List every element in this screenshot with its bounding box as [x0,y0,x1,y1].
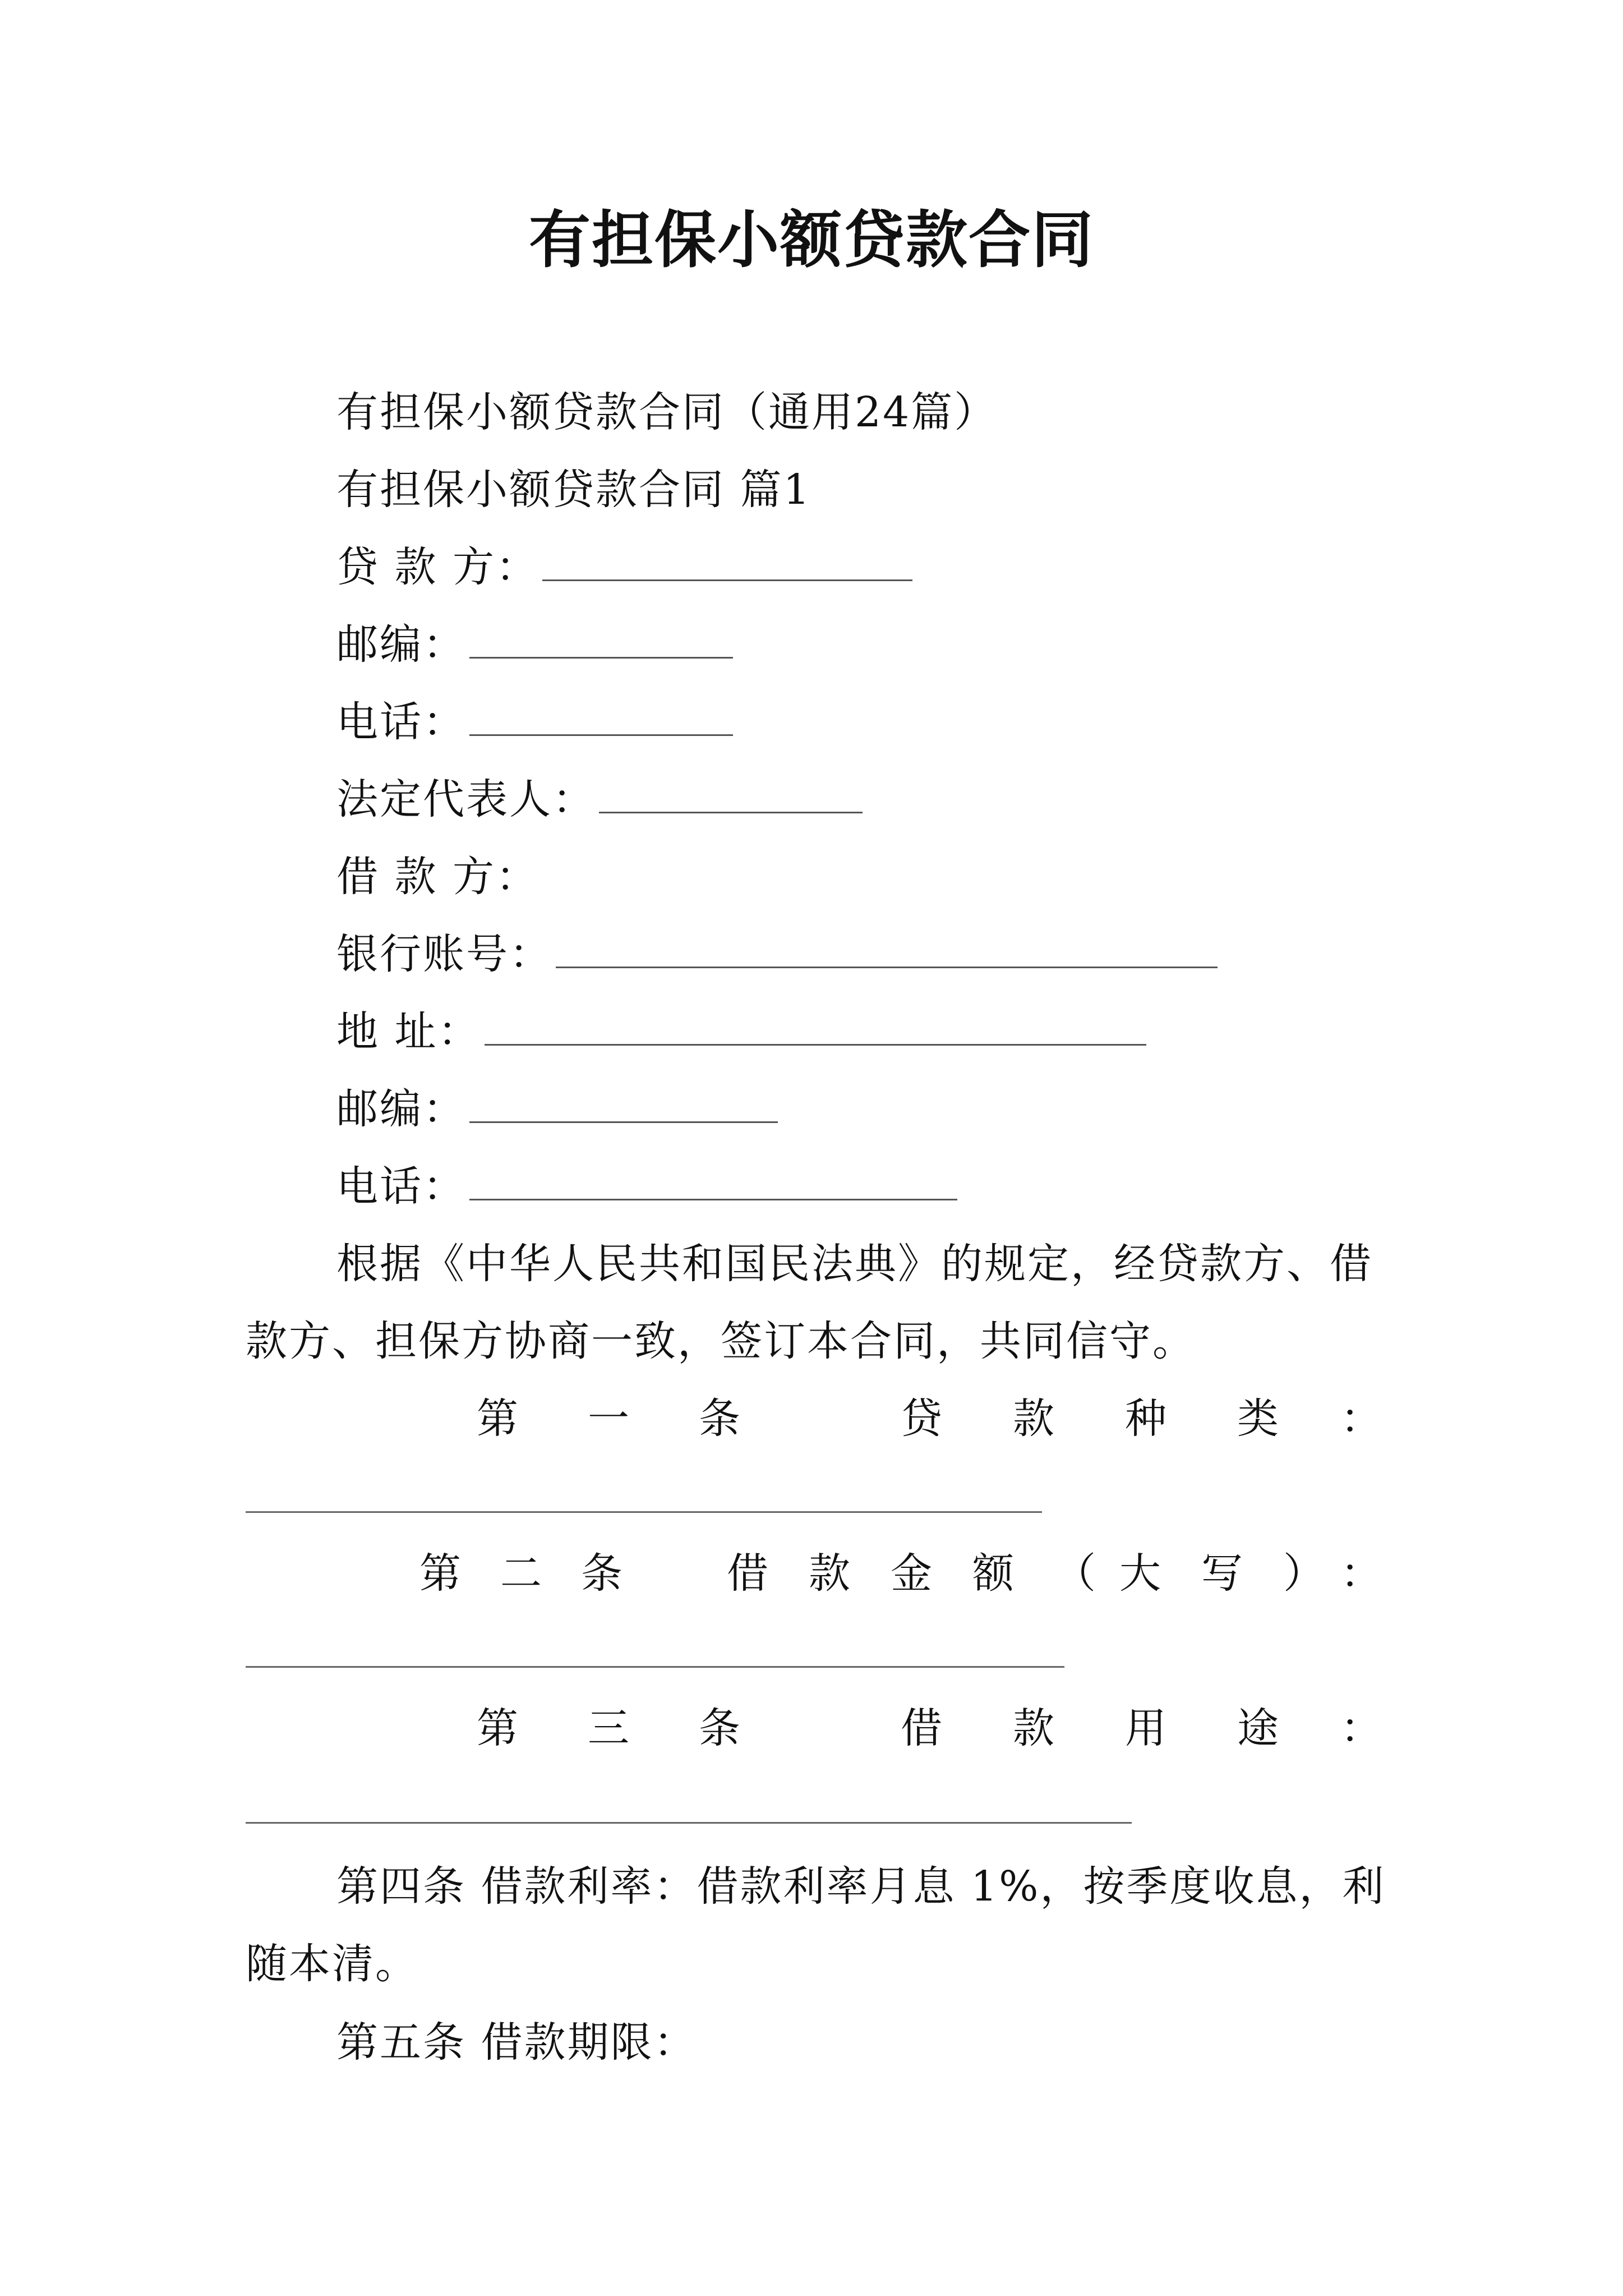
legal-rep-label: 法定代表人： [336,775,596,823]
article-1-char: 款 [1013,1395,1054,1443]
article-2-char: 借 [727,1549,768,1598]
chapter-heading: 有担保小额贷款合同 篇1 [336,466,811,514]
article-2-char: 条 [581,1549,623,1598]
article-2-char: （ [1054,1549,1096,1598]
article-2-char: 二 [500,1549,542,1598]
borrower-phone-field [336,1161,957,1212]
lender-postcode-field [336,619,733,670]
article-1-char: 种 [1125,1395,1166,1443]
borrower-postcode-field [336,1084,778,1134]
article-2-char: 金 [891,1549,932,1598]
lender-postcode-blank[interactable] [469,622,733,659]
article-3-char: ： [1340,1704,1382,1752]
article-2-char: 大 [1119,1549,1161,1598]
article-2-char: ： [1340,1549,1382,1598]
article-1-blank[interactable] [246,1511,1042,1513]
lender-field [336,542,912,592]
article-1-char: 贷 [901,1395,942,1443]
borrower-postcode-label: 邮编： [336,1085,466,1133]
article-3-char: 款 [1013,1704,1054,1752]
borrower-postcode-blank[interactable] [469,1087,778,1123]
article-5-heading: 第五条 借款期限： [336,2018,697,2067]
preamble-line-2: 款方、担保方协商一致，签订本合同，共同信守。 [246,1317,1196,1365]
bank-account-blank[interactable] [556,932,1218,968]
address-field [336,1006,1146,1057]
legal-rep-blank[interactable] [599,777,863,813]
article-3-char: 条 [699,1704,740,1752]
document-title: 有担保小额贷款合同 [529,204,1094,276]
article-3-char: 第 [477,1704,518,1752]
article-2-char: 额 [972,1549,1014,1598]
document-subtitle: 有担保小额贷款合同（通用24篇） [336,388,998,436]
preamble-line-1: 根据《中华人民共和国民法典》的规定，经贷款方、借 [336,1240,1373,1288]
borrower-phone-blank[interactable] [469,1164,957,1200]
article-2-char: 写 [1201,1549,1243,1598]
article-4-line-2: 随本清。 [246,1940,418,1988]
article-1-char: 条 [699,1395,740,1443]
lender-phone-label: 电话： [336,698,466,746]
article-3-char: 用 [1125,1704,1166,1752]
address-blank[interactable] [485,1009,1146,1046]
bank-account-field [336,929,1218,979]
article-3-blank[interactable] [246,1822,1132,1824]
borrower-label: 借 款 方： [336,853,540,901]
article-3-char: 借 [901,1704,942,1752]
bank-account-label: 银行账号： [336,930,552,978]
legal-rep-field [336,774,863,825]
article-3-char: 三 [588,1704,629,1752]
borrower-phone-label: 电话： [336,1162,466,1211]
article-2-char: 款 [809,1549,850,1598]
article-1-char: 一 [588,1395,629,1443]
article-1-char: 类 [1237,1395,1279,1443]
lender-phone-blank[interactable] [469,700,733,736]
article-3-char: 途 [1237,1704,1279,1752]
article-1-char: 第 [477,1395,518,1443]
borrower-field [336,852,539,902]
lender-postcode-label: 邮编： [336,620,466,669]
article-4-line-1: 第四条 借款利率：借款利率月息 1%，按季度收息，利 [336,1862,1386,1911]
article-1-char: ： [1340,1395,1382,1443]
lender-blank[interactable] [542,545,912,581]
article-2-char: 第 [419,1549,461,1598]
article-2-char: ） [1283,1549,1325,1598]
lender-phone-field [336,697,733,747]
lender-label: 贷 款 方： [336,543,540,591]
article-2-blank[interactable] [246,1666,1064,1668]
address-label: 地 址： [336,1007,481,1056]
